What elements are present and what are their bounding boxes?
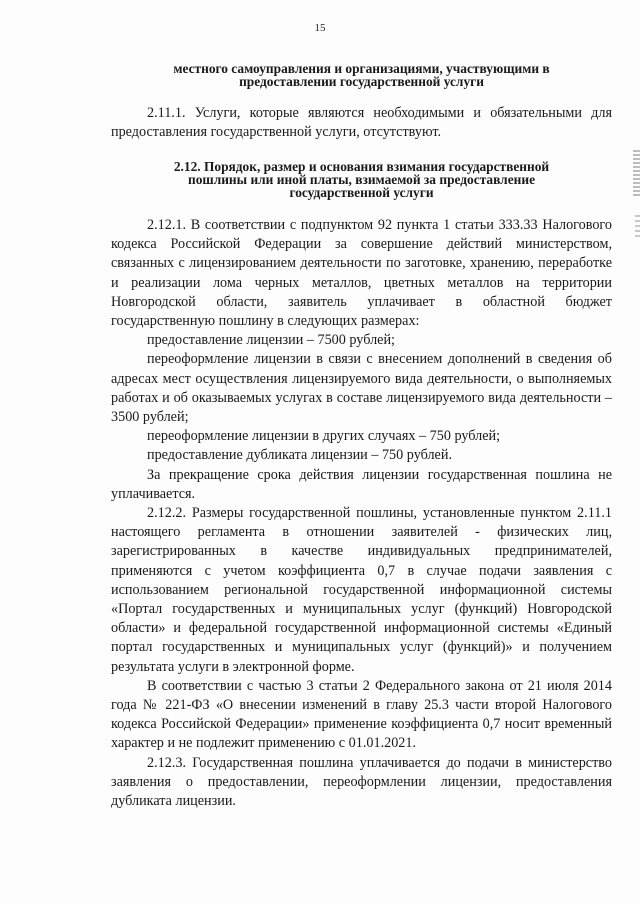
heading-line: государственной услуги bbox=[289, 185, 434, 200]
paragraph-text: 2.11.1. Услуги, которые являются необходимыми и обязательными для предоставления государственной услуги, отсутствуют. bbox=[111, 105, 612, 141]
paragraph-2-12-2: 2.12.2. Размеры государственной пошлины, установленные пунктом 2.11.1 настоящего регламента в отношении заявителей - физических лиц, зарегистрированных в качестве индивидуальных предпринимателей, применяются с учетом коэффициента 0,7 в случае подачи заявления с использованием региональной государственной информационной системы «Портал государственных и муниципальных услуг (функций) Новгородской области» и федеральной государственной информационной системы «Единый портал государственных и муниципальных услуг (функций)» и получением результата услуги в электронной форме. bbox=[111, 505, 612, 675]
heading-line: 2.12. Порядок, размер и основания взимания государственной bbox=[173, 159, 550, 174]
section-heading-2-12 bbox=[111, 160, 612, 199]
heading-line: предоставлении государственной услуги bbox=[239, 74, 484, 89]
paragraph-text: 2.12.1. В соответствии с подпунктом 92 пункта 1 статьи 333.33 Налогового кодекса Российской Федерации за совершение действий министерством, связанных с лицензированием деятельности по заготовке, хранению, переработке и реализации лома черных металлов, цветных металлов на территории Новгородской области, заявитель уплачивает в областной бюджет государственную пошлину в следующих размерах: bbox=[111, 217, 612, 330]
fee-item-reissue-other: переоформление лицензии в других случаях – 750 рублей; bbox=[147, 428, 501, 445]
paragraph-2-12-3: 2.12.3. Государственная пошлина уплачивается до подачи в министерство заявления о предоставлении, переоформлении лицензии, предоставления дубликата лицензии. bbox=[111, 754, 612, 810]
section-heading-continued bbox=[111, 62, 612, 88]
paragraph-law-reference: В соответствии с частью 3 статьи 2 Федерального закона от 21 июля 2014 года № 221-ФЗ «О внесении изменений в главу 25.3 части второй Налогового кодекса Российской Федерации» применение коэффициента 0,7 носит временный характер и не подлежит применению с 01.01.2021. bbox=[111, 677, 612, 752]
heading-line: пошлины или иной платы, взимаемой за предоставление bbox=[187, 172, 536, 187]
heading-line: местного самоуправления и организациями, участвующими в bbox=[173, 61, 550, 76]
paragraph-2-11-1 bbox=[111, 104, 612, 142]
paragraph-termination: За прекращение срока действия лицензии государственная пошлина не уплачивается. bbox=[111, 466, 612, 502]
scan-edge-mark bbox=[633, 150, 640, 198]
fee-item-issue: предоставление лицензии – 7500 рублей; bbox=[147, 332, 395, 349]
scan-edge-mark bbox=[635, 215, 640, 239]
fee-item-reissue-additions: переоформление лицензии в связи с внесением дополнений в сведения об адресах мест осуществления лицензируемого вида деятельности, о выполняемых работах и об оказываемых услугах в составе лицензируемого вида деятельности – 3500 рублей; bbox=[111, 351, 612, 426]
paragraph-2-12-1 bbox=[111, 216, 612, 811]
page-number: 15 bbox=[314, 22, 326, 34]
fee-item-duplicate: предоставление дубликата лицензии – 750 рублей. bbox=[147, 447, 452, 464]
